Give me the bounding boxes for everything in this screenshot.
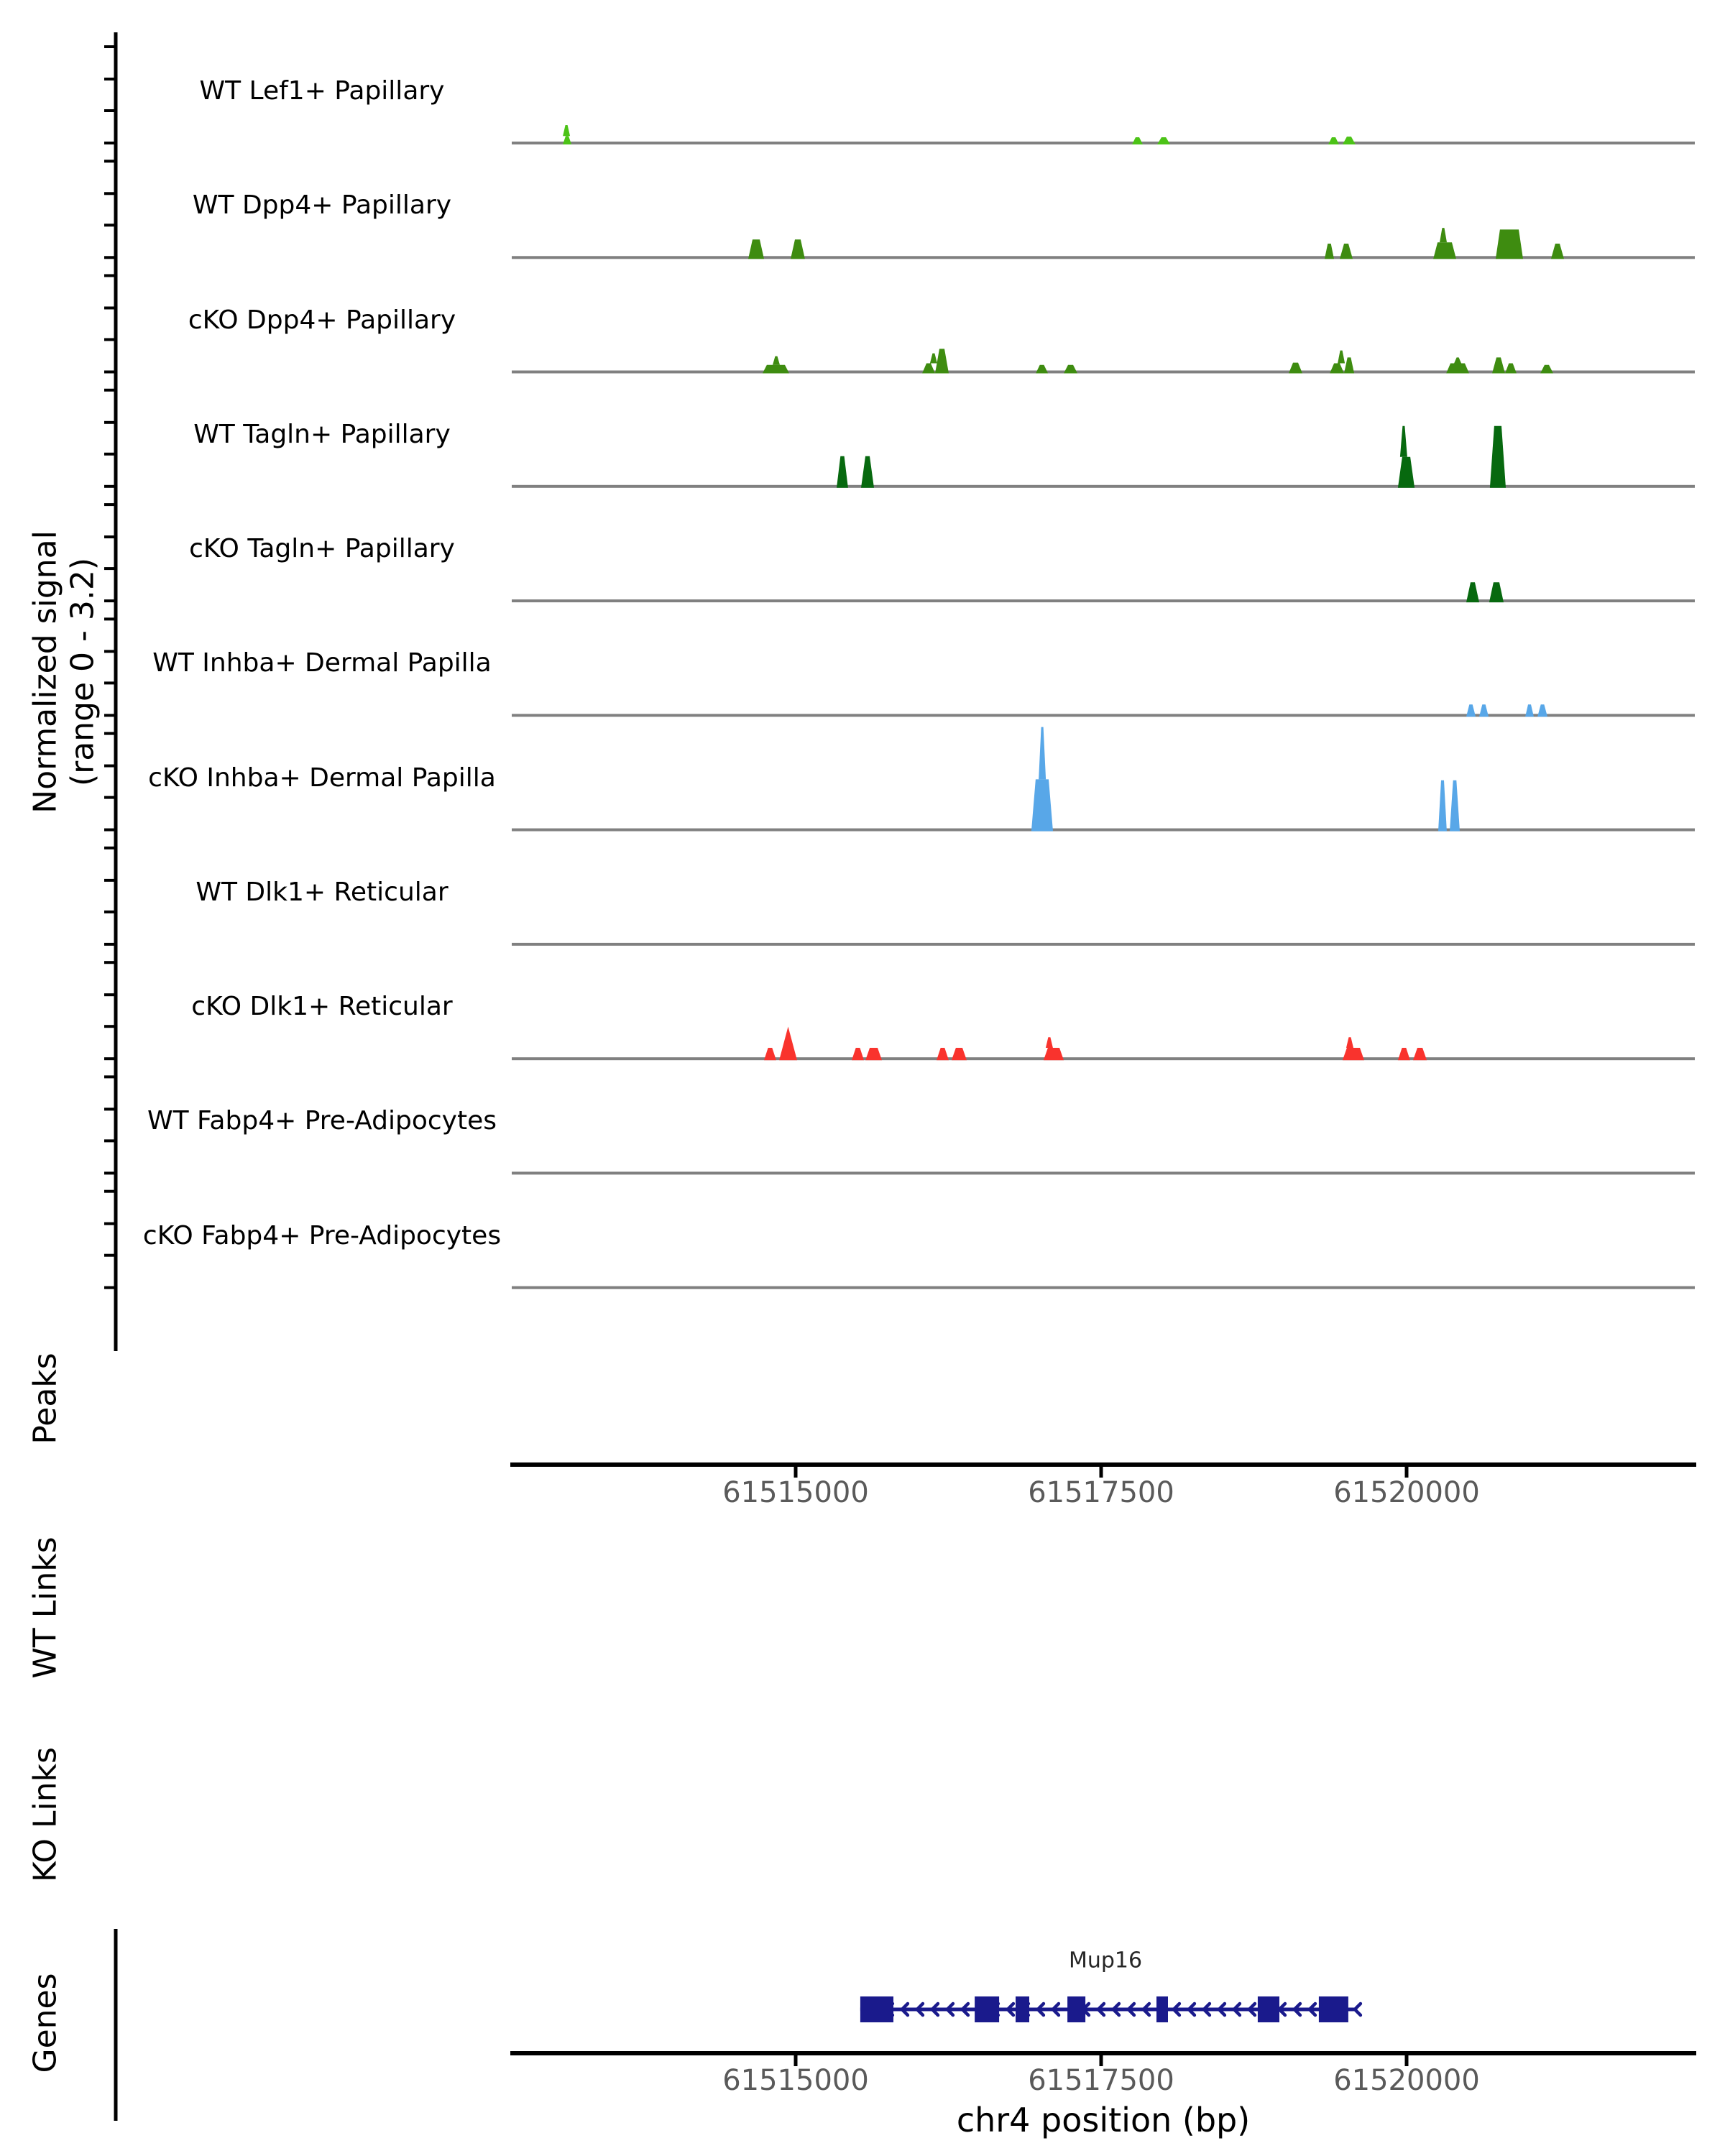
signal-y-spine [104,32,118,1351]
y-axis-tick [104,617,116,620]
track-label-wt-tagln: WT Tagln+ Papillary [193,420,451,449]
section-label-peaks: Peaks [27,1353,64,1445]
y-axis-tick [104,275,116,277]
gene-exon [1067,1996,1085,2022]
y-axis-tick [104,961,116,964]
y-axis-tick [104,911,116,913]
y-axis-tick [104,160,116,162]
y-axis-tick [104,224,116,226]
signal-track-area [764,1027,1427,1061]
signal-track-area [563,125,1356,144]
y-axis-tick [104,371,116,374]
y-axis-tick [104,1286,116,1289]
track-label-cko-dlk1: cKO Dlk1+ Reticular [191,992,453,1021]
gene-exon [975,1996,999,2022]
gene-model-mup16 [860,1996,1361,2022]
section-label-wt-links: WT Links [27,1537,64,1679]
y-axis-tick [104,714,116,717]
x-axis-title: chr4 position (bp) [956,2101,1251,2139]
track-label-wt-dlk1: WT Dlk1+ Reticular [196,877,448,907]
track-label-cko-dpp4: cKO Dpp4+ Papillary [188,305,456,335]
y-axis-tick [104,1057,116,1060]
track-label-wt-lef1: WT Lef1+ Papillary [199,76,445,106]
y-axis-tick [104,681,116,684]
y-axis-tick [104,1025,116,1028]
track-baseline [512,1286,1695,1289]
x-tick-label: 61520000 [1333,1476,1480,1509]
y-axis-tick [104,732,116,735]
signal-track-area [837,426,1506,488]
y-axis-label-line1: Normalized signal [27,530,64,814]
strand-arrow-icon [1355,2004,1361,2015]
y-axis-tick [104,338,116,341]
gene-name-label: Mup16 [1068,1948,1143,1973]
x-tick-label: 61520000 [1333,2064,1480,2097]
genes-section-spine [114,1929,118,2121]
y-axis-tick [104,1254,116,1257]
y-axis-tick [104,796,116,799]
y-axis-tick [104,389,116,392]
gene-exon [1319,1996,1348,2022]
y-axis-tick [104,256,116,259]
signal-track-area [763,349,1553,373]
gene-exon [1156,1996,1168,2022]
y-axis-tick [104,109,116,112]
y-axis-tick [104,485,116,488]
section-label-genes: Genes [27,1973,64,2073]
track-baselines [512,142,1695,1289]
track-baseline [512,829,1695,831]
track-label-wt-dpp4: WT Dpp4+ Papillary [192,190,452,220]
gene-exon [860,1996,893,2022]
y-axis-tick [104,599,116,602]
track-baseline [512,714,1695,717]
gene-exon [1258,1996,1279,2022]
x-tick-label: 61515000 [722,1476,869,1509]
track-baseline [512,599,1695,602]
y-axis-tick [104,142,116,144]
y-axis-tick [104,453,116,456]
x-tick-label: 61517500 [1028,1476,1174,1509]
track-baseline [512,371,1695,374]
peaks-x-axis [510,1462,1696,1478]
track-baseline [512,943,1695,946]
track-label-cko-inhba: cKO Inhba+ Dermal Papilla [148,763,496,793]
y-axis-tick [104,567,116,570]
gene-exon [1016,1996,1029,2022]
track-label-cko-tagln: cKO Tagln+ Papillary [189,534,455,563]
y-axis-tick [104,1190,116,1193]
track-label-cko-fabp4: cKO Fabp4+ Pre-Adipocytes [142,1221,502,1250]
signal-track-area [1466,582,1504,602]
signal-track-area [1031,727,1460,831]
y-axis-tick [104,45,116,48]
track-baseline [512,142,1695,144]
track-label-wt-fabp4: WT Fabp4+ Pre-Adipocytes [147,1106,497,1135]
y-axis-tick [104,1171,116,1174]
y-axis-tick [104,943,116,946]
signal-track-area [748,228,1564,259]
y-axis-tick [104,847,116,849]
section-label-ko-links: KO Links [27,1746,64,1883]
x-tick-label: 61517500 [1028,2064,1174,2097]
track-baseline [512,1171,1695,1174]
y-axis-label-line2: (range 0 - 3.2) [64,557,101,787]
y-axis-tick [104,503,116,506]
track-baseline [512,485,1695,488]
y-axis-tick [104,829,116,831]
y-axis-tick [104,1139,116,1142]
y-axis-tick [104,1075,116,1078]
track-label-wt-inhba: WT Inhba+ Dermal Papilla [152,648,492,678]
x-tick-label: 61515000 [722,2064,869,2097]
track-baseline [512,1057,1695,1060]
